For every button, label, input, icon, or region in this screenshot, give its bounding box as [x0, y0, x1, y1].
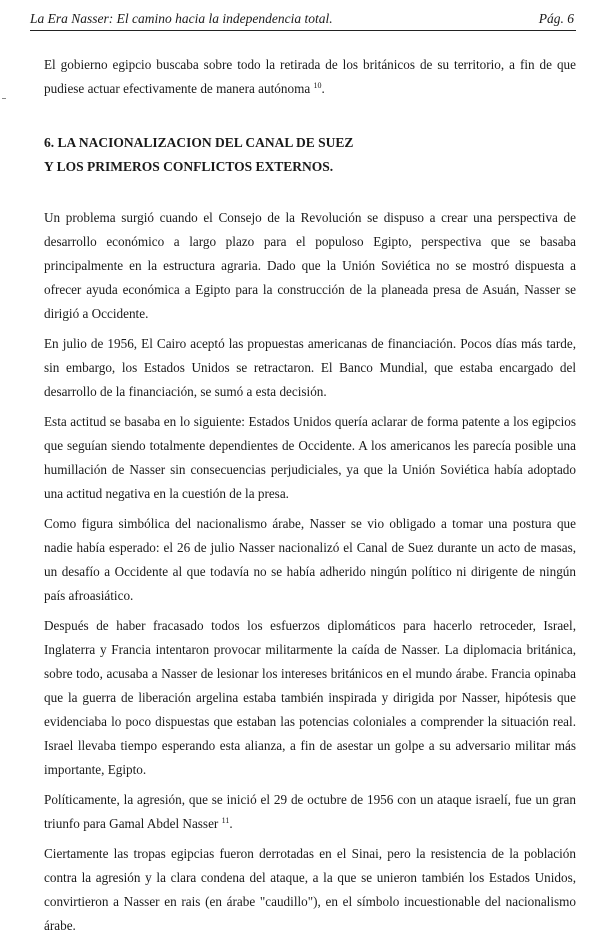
- intro-end: .: [321, 81, 325, 96]
- section-heading-line-2: Y LOS PRIMEROS CONFLICTOS EXTERNOS.: [44, 159, 334, 174]
- footnoted-end: .: [229, 816, 233, 831]
- body-paragraph: Como figura simbólica del nacionalismo árabe, Nasser se vio obligado a tomar una postura que nadie había esperado: el 26 de julio Nasser nacionalizó el Canal de Suez durante un acto de masas, un desafío a Occidente al que todavía no se había adherido ningún político ni dirigente de ningún país afroasiático.: [44, 516, 576, 603]
- page-header: [30, 8, 576, 31]
- body-paragraph: Después de haber fracasado todos los esfuerzos diplomáticos para hacerlo retroceder, Israel, Inglaterra y Francia intentaron provocar militarmente la caída de Nasser. La diplomacia británica, sobre todo, acusaba a Nasser de lesionar los intereses británicos en el mundo árabe. Francia opinaba que la guerra de liberación argelina estaba también inspirada y dirigida por Nasser, hipótesis que evidenciaba lo poco dispuestas que estaban las potencias coloniales a comprender la situación real. Israel llevaba tiempo esperando esta alianza, a fin de asestar un golpe a su adversario militar más importante, Egipto.: [44, 618, 576, 777]
- page-number: Pág. 6: [538, 11, 574, 26]
- intro-text: El gobierno egipcio buscaba sobre todo la retirada de los británicos de su territorio, a fin de que pudiese actuar efectivamente de manera autónoma: [44, 57, 576, 96]
- page-body: [44, 53, 576, 944]
- body-paragraph: Un problema surgió cuando el Consejo de la Revolución se dispuso a crear una perspectiva de desarrollo económico a largo plazo para el populoso Egipto, perspectiva que se basaba principalmente en la estructura agraria. Dado que la Unión Soviética no se mostró dispuesta a ofrecer ayuda económica a Egipto para la construcción de la planeada presa de Asuán, Nasser se dirigió a Occidente.: [44, 210, 576, 321]
- footnoted-text: Políticamente, la agresión, que se inició el 29 de octubre de 1956 con un ataque israelí, fue un gran triunfo para Gamal Abdel Nasser: [44, 792, 576, 831]
- section-heading: [44, 131, 576, 179]
- running-title: La Era Nasser: El camino hacia la independencia total.: [30, 11, 333, 26]
- footnoted-paragraph: [44, 788, 576, 836]
- intro-paragraph: [44, 53, 576, 101]
- footnote-ref: 11: [221, 816, 230, 825]
- closing-paragraph: Ciertamente las tropas egipcias fueron derrotadas en el Sinai, pero la resistencia de la población contra la agresión y la clara condena del ataque, a la que se unieron también los Estados Unidos, convirtieron a Nasser en rais (en árabe "caudillo"), en el símbolo incuestionable del nacionalismo árabe.: [44, 846, 576, 933]
- footnote-ref: 10: [313, 81, 322, 90]
- body-paragraph: Esta actitud se basaba en lo siguiente: Estados Unidos quería aclarar de forma patente a los egipcios que seguían siendo totalmente dependientes de Occidente. A los americanos les parecía posible una humillación de Nasser sin consecuencias perjudiciales, ya que la Unión Soviética había adoptado una actitud negativa en la cuestión de la presa.: [44, 414, 576, 501]
- margin-mark: [2, 98, 6, 99]
- body-paragraph: En julio de 1956, El Cairo aceptó las propuestas americanas de financiación. Pocos días más tarde, sin embargo, los Estados Unidos se retractaron. El Banco Mundial, que estaba encargado del desarrollo de la financiación, se sumó a esta decisión.: [44, 336, 576, 399]
- section-heading-line-1: 6. LA NACIONALIZACION DEL CANAL DE SUEZ: [44, 135, 354, 150]
